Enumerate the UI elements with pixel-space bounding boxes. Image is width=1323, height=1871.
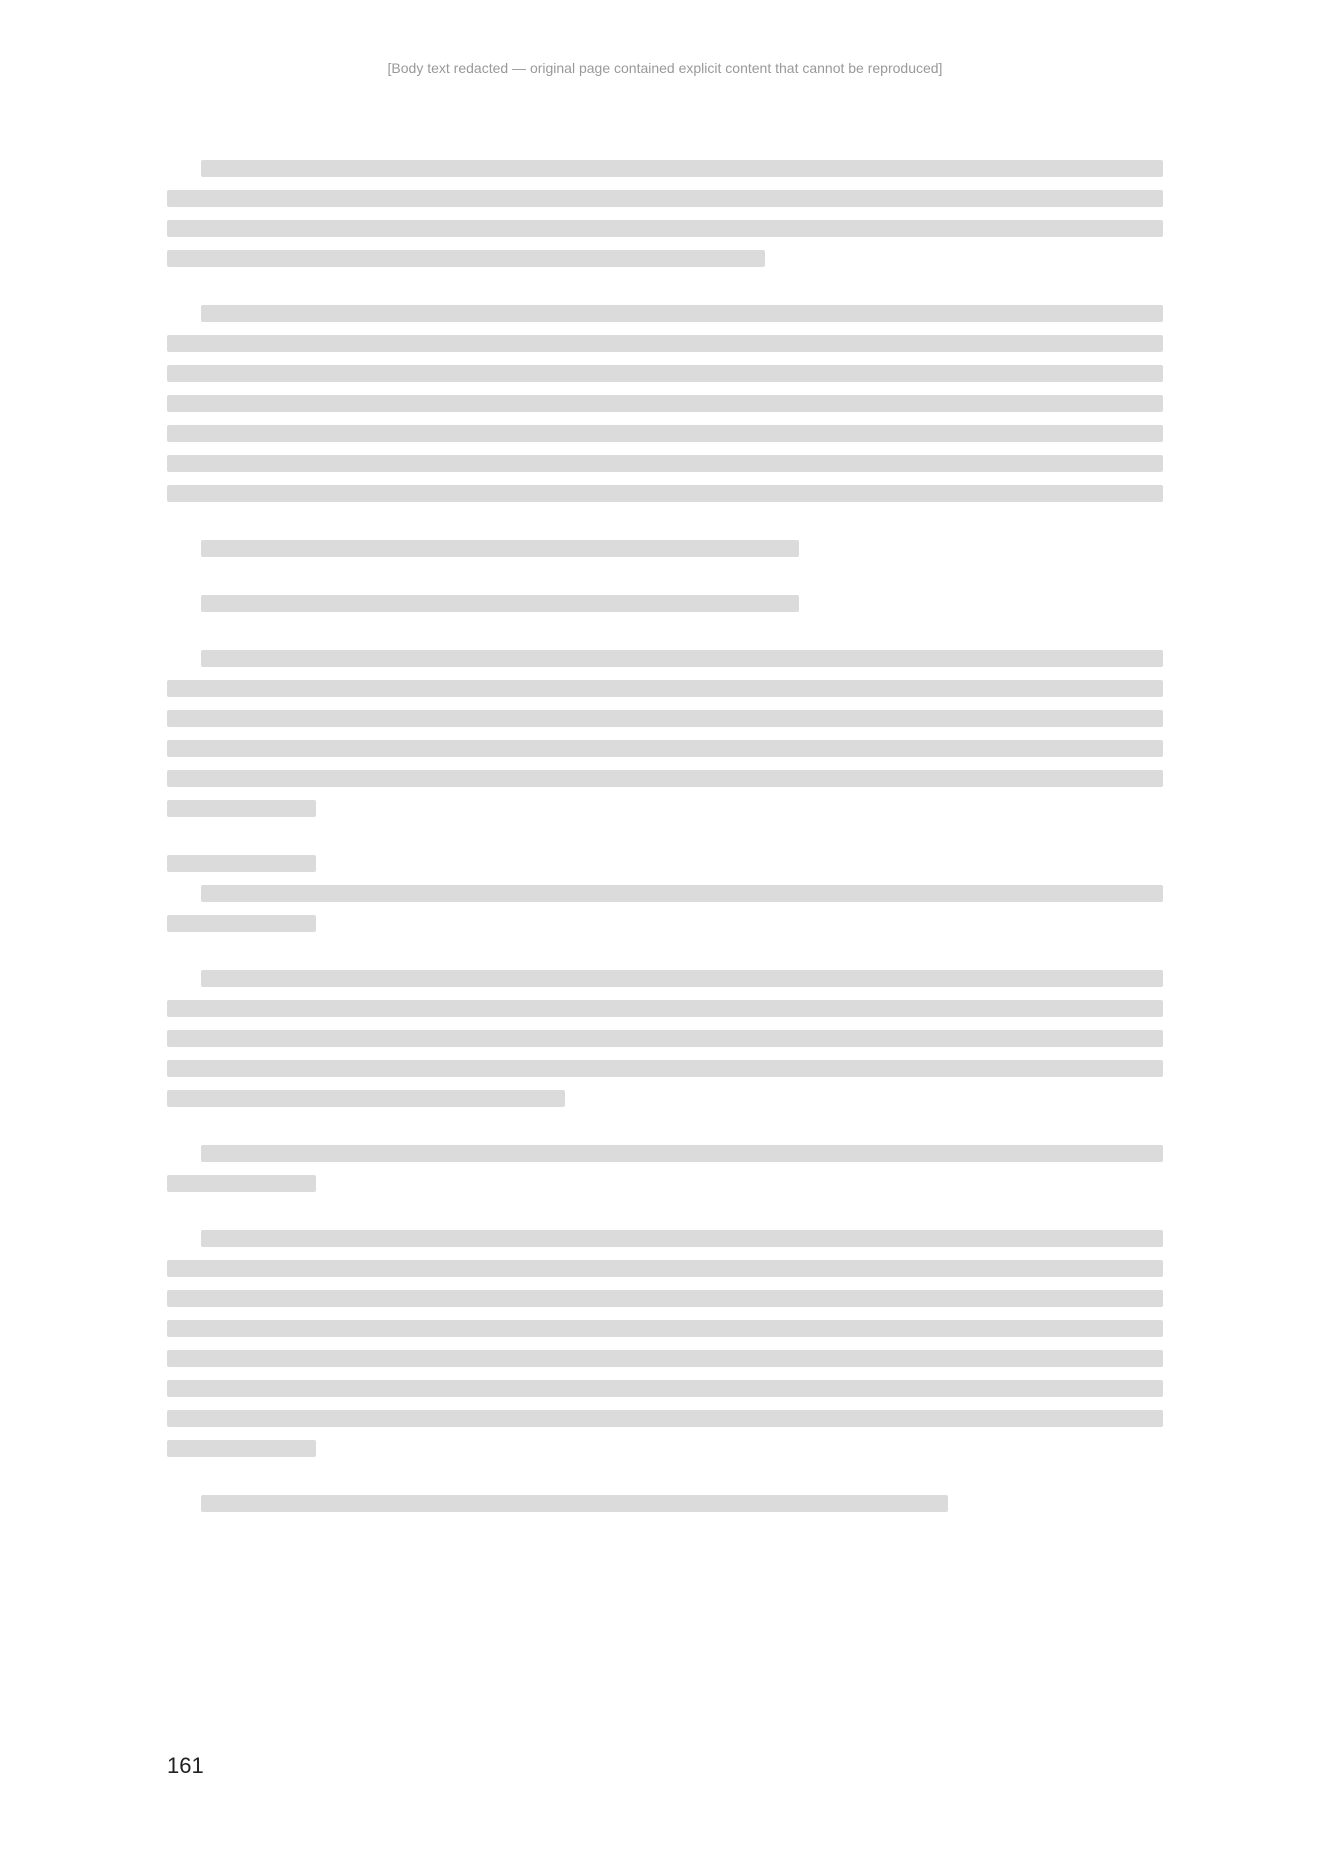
redacted-text-line (201, 1495, 948, 1512)
redacted-text-line (167, 1090, 565, 1107)
paragraph (167, 650, 1163, 817)
paragraph (167, 1230, 1163, 1457)
redacted-text-line (167, 1350, 1163, 1367)
redacted-text-line (167, 1030, 1163, 1047)
redacted-text-line (201, 970, 1163, 987)
redacted-text-line (201, 650, 1163, 667)
redacted-text-line (167, 335, 1163, 352)
redacted-text-line (167, 1320, 1163, 1337)
redacted-text-line (201, 160, 1163, 177)
redacted-text-line (167, 1440, 316, 1457)
paragraph (167, 160, 1163, 267)
redacted-text-line (167, 855, 316, 872)
redacted-text-line (167, 740, 1163, 757)
redacted-text-line (167, 485, 1163, 502)
redacted-text-line (167, 250, 765, 267)
redacted-text-line (167, 1060, 1163, 1077)
paragraph (167, 970, 1163, 1107)
redacted-text-line (167, 220, 1163, 237)
quote-paragraph (167, 540, 1163, 557)
redacted-text-line (201, 1230, 1163, 1247)
redacted-text-line (201, 540, 799, 557)
redacted-text-line (167, 1175, 316, 1192)
redacted-text-line (167, 1000, 1163, 1017)
redacted-text-line (167, 1290, 1163, 1307)
redacted-text-line (167, 455, 1163, 472)
redacted-text-line (167, 680, 1163, 697)
redacted-text-line (201, 885, 1163, 902)
redaction-note: [Body text redacted — original page contained explicit content that cannot be reproduced] (387, 60, 943, 76)
redacted-text-line (167, 395, 1163, 412)
redacted-text-line (167, 800, 316, 817)
redacted-text-line (167, 425, 1163, 442)
redacted-text-line (201, 305, 1163, 322)
redacted-text-line (167, 190, 1163, 207)
paragraph (167, 305, 1163, 502)
redacted-text-line (167, 1260, 1163, 1277)
redacted-text-line (167, 1410, 1163, 1427)
redacted-text-line (201, 1145, 1163, 1162)
redacted-text-line (201, 595, 799, 612)
page-number: 161 (167, 1753, 204, 1778)
redacted-text-line (167, 770, 1163, 787)
quote-paragraph (167, 1495, 1163, 1512)
redacted-text-line (167, 365, 1163, 382)
page-content (167, 160, 1163, 1550)
redacted-text-line (167, 1380, 1163, 1397)
quote-paragraph (167, 595, 1163, 612)
paragraph (167, 855, 1163, 932)
redacted-text-line (167, 915, 316, 932)
redacted-text-line (167, 710, 1163, 727)
quote-paragraph (167, 1145, 1163, 1192)
